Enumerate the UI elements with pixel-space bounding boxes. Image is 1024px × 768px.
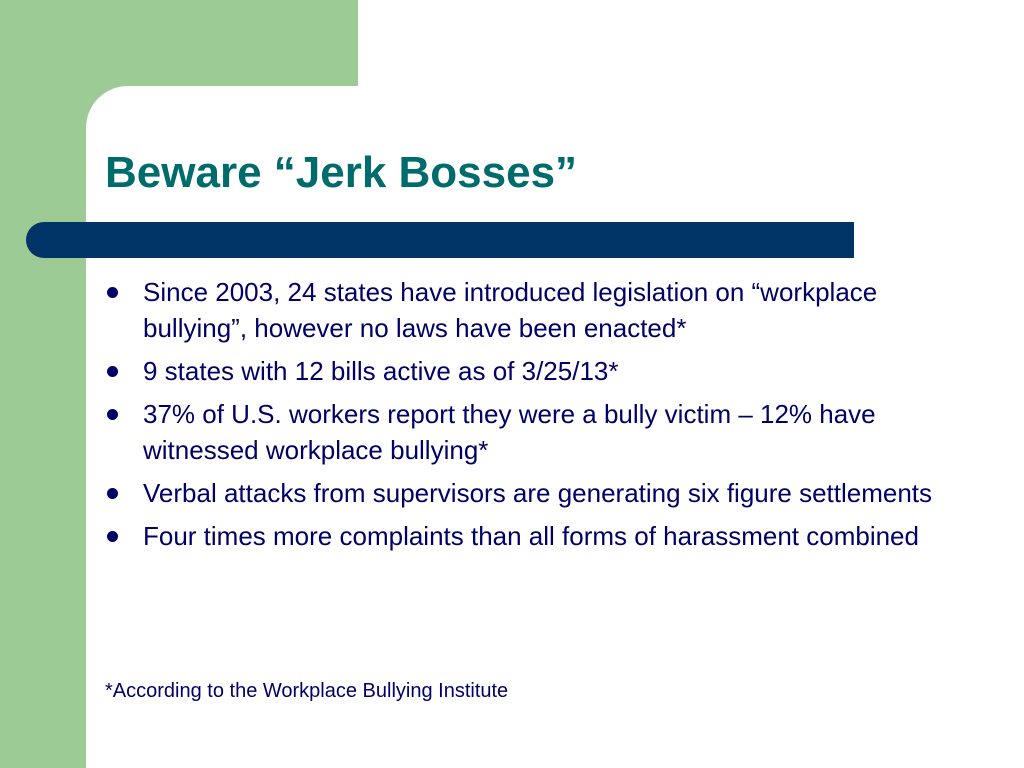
bullet-dot-icon bbox=[107, 531, 118, 542]
bullet-dot-icon bbox=[107, 409, 118, 420]
bullet-text: 37% of U.S. workers report they were a bully victim – 12% have witnessed workplace bullying* bbox=[143, 399, 876, 465]
bullet-item bbox=[105, 274, 985, 346]
bullet-text: Since 2003, 24 states have introduced legislation on “workplace bullying”, however no laws have been enacted* bbox=[143, 277, 878, 343]
decorative-green-strip bbox=[0, 0, 86, 768]
bullet-text: 9 states with 12 bills active as of 3/25/13* bbox=[143, 356, 619, 386]
bullet-item bbox=[105, 518, 985, 554]
title-underline-bar bbox=[26, 222, 854, 258]
bullet-list bbox=[105, 274, 985, 561]
bullet-dot-icon bbox=[107, 287, 118, 298]
bullet-text: Four times more complaints than all forms of harassment combined bbox=[143, 521, 919, 551]
bullet-text: Verbal attacks from supervisors are generating six figure settlements bbox=[143, 478, 933, 508]
bullet-item bbox=[105, 353, 985, 389]
bullet-item bbox=[105, 475, 985, 511]
bullet-dot-icon bbox=[107, 488, 118, 499]
slide-title: Beware “Jerk Bosses” bbox=[105, 148, 578, 197]
bullet-dot-icon bbox=[107, 366, 118, 377]
bullet-item bbox=[105, 396, 985, 468]
footnote: *According to the Workplace Bullying Institute bbox=[105, 680, 509, 702]
